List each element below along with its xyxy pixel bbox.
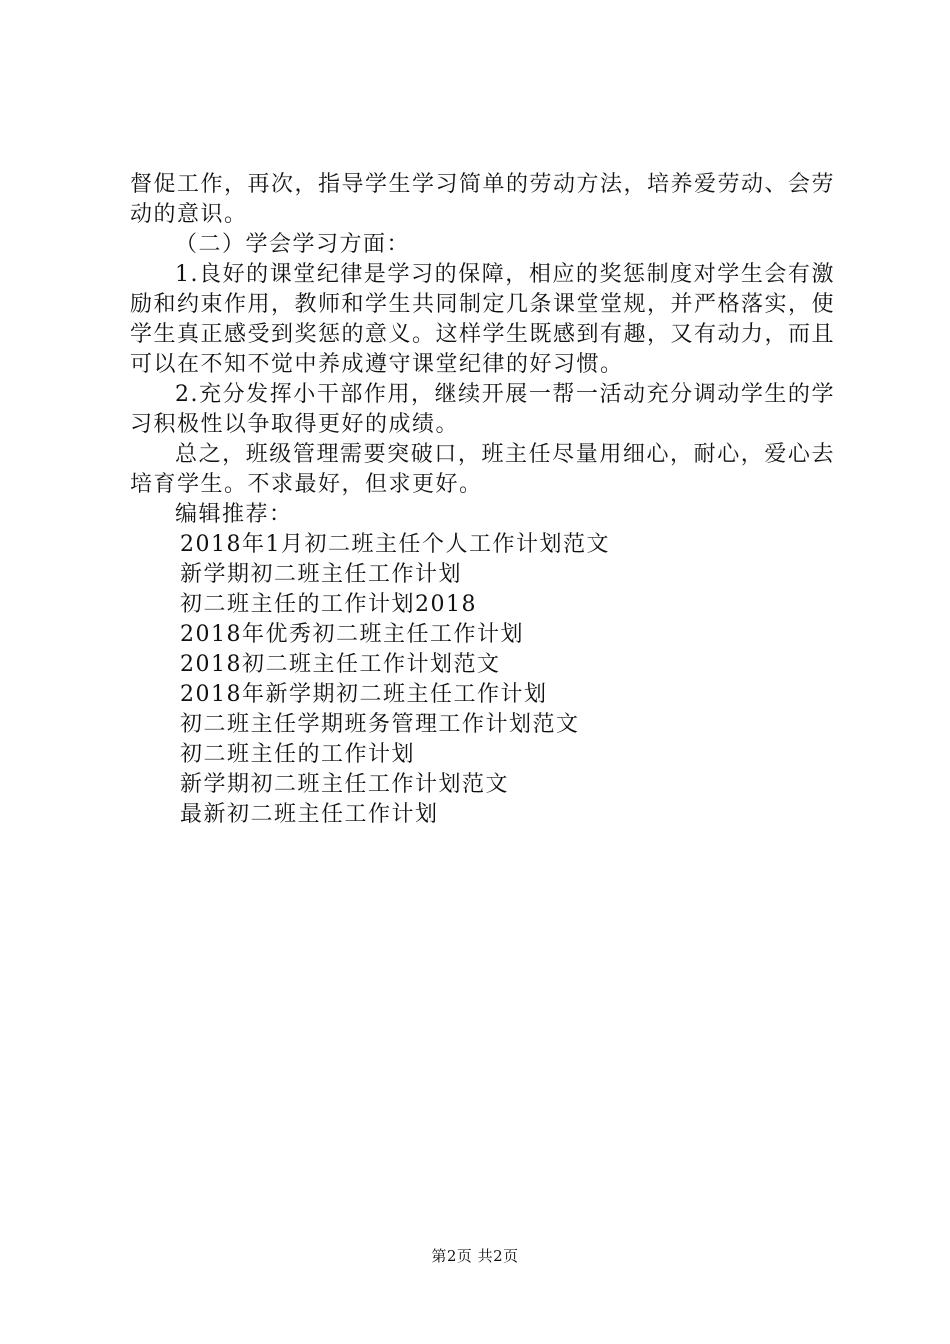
recommend-link[interactable]: 2018初二班主任工作计划范文	[180, 652, 501, 677]
recommend-link[interactable]: 新学期初二班主任工作计划	[180, 562, 463, 587]
section-heading: （二）学会学习方面：	[175, 232, 411, 257]
recommend-link[interactable]: 2018年新学期初二班主任工作计划	[180, 682, 548, 707]
recommend-list	[130, 530, 835, 830]
document-body	[130, 170, 835, 830]
page-footer: 第2页 共2页	[431, 1247, 519, 1265]
recommend-link[interactable]: 初二班主任学期班务管理工作计划范文	[180, 712, 580, 737]
paragraph-summary: 总之，班级管理需要突破口，班主任尽量用细心，耐心，爱心去培育学生。不求最好，但求更好。	[130, 442, 835, 497]
recommend-link[interactable]: 最新初二班主任工作计划	[180, 802, 439, 827]
recommend-link[interactable]: 初二班主任的工作计划	[180, 742, 416, 767]
recommend-link[interactable]: 新学期初二班主任工作计划范文	[180, 772, 510, 797]
recommend-link[interactable]: 2018年优秀初二班主任工作计划	[180, 622, 524, 647]
paragraph-item-1: 1.良好的课堂纪律是学习的保障，相应的奖惩制度对学生会有激励和约束作用，教师和学生共同制定几条课堂堂规，并严格落实，使学生真正感受到奖惩的意义。这样学生既感到有趣，又有动力，而且可以在不知不觉中养成遵守课堂纪律的好习惯。	[130, 262, 836, 377]
paragraph-continuation: 督促工作，再次，指导学生学习简单的劳动方法，培养爱劳动、会劳动的意识。	[130, 172, 836, 227]
recommend-heading: 编辑推荐：	[175, 502, 293, 527]
recommend-link[interactable]: 初二班主任的工作计划2018	[180, 592, 477, 617]
recommend-link[interactable]: 2018年1月初二班主任个人工作计划范文	[180, 532, 610, 557]
paragraph-item-2: 2.充分发挥小干部作用，继续开展一帮一活动充分调动学生的学习积极性以争取得更好的成绩。	[130, 382, 835, 437]
